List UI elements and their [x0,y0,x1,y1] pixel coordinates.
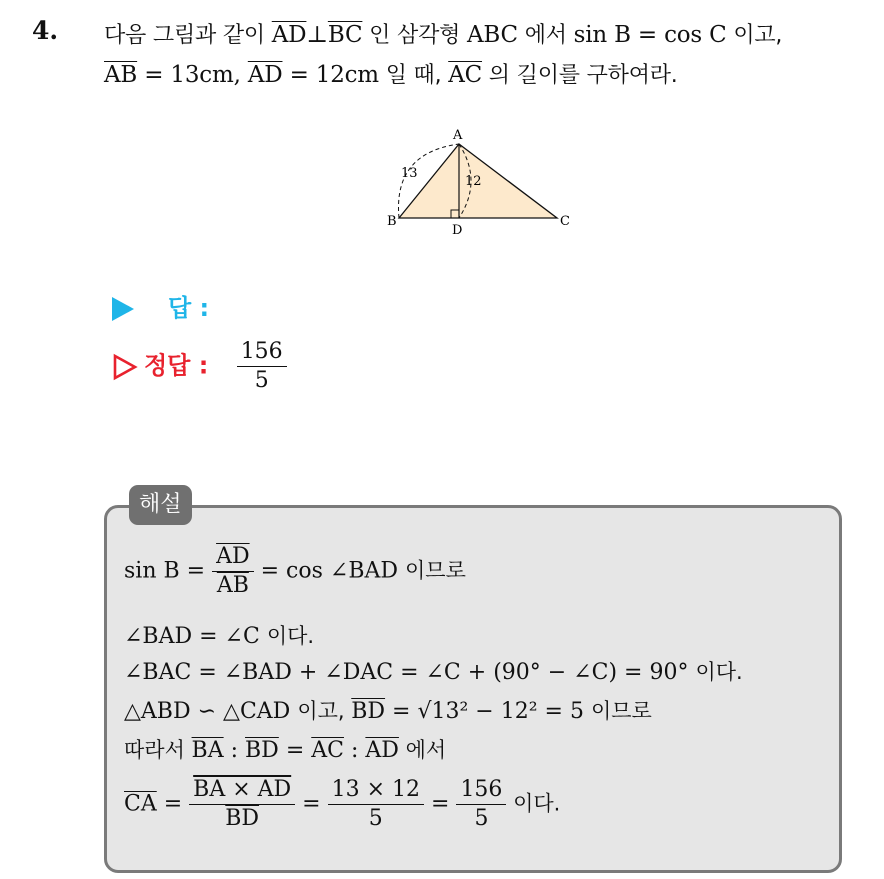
q1-text-2: 인 삼각형 [362,23,467,48]
solution-line-3 [124,656,743,686]
sol5-eq: = [278,738,312,763]
sol5-k2: 에서 [398,738,447,762]
solution-line-6 [124,778,560,831]
outline-arrow-icon [112,353,138,381]
sol6-f3-num: 156 [456,778,506,805]
correct-answer-denominator: 5 [254,368,269,394]
q2-ab-val: = 13cm, [137,62,248,88]
sol5-c1: : [223,738,246,763]
sol1-den: AB [216,573,249,599]
play-arrow-icon [112,297,134,321]
sol6-f1-den: BD [225,806,260,832]
solution-tab: 해설 [129,485,192,525]
q2-ac: $\overline{AC}$ [448,62,483,88]
question-line-2 [104,58,678,89]
q2-text-1: 일 때, [378,63,449,88]
length-ab-label: 13 [401,166,418,181]
q2-ad: $\overline{AD}$ [247,62,283,88]
solution-line-5 [124,734,446,764]
vertex-d-label: D [452,223,463,238]
sol5-c2: : [343,738,366,763]
q1-text-4: 이고, [726,23,783,48]
q2-ad-val: = 12cm [282,62,379,88]
sol1-num: $\overline{AD}$ [212,545,254,572]
sol6-fraction-3 [456,778,506,831]
q1-text-1: 다음 그림과 같이 [104,23,272,48]
answer-label: 답 : [168,294,210,322]
sol4-k2: 이므로 [590,699,652,723]
q1-perp: ⊥ [306,22,328,48]
sol6-f3-den: 5 [474,806,489,832]
q2-ab: $\overline{AB}$ [104,62,138,88]
sol6-korean: 이다. [506,791,561,816]
q1-ad: $\overline{AD}$ [271,22,307,48]
correct-answer-numerator: 156 [237,340,287,367]
sol4-bd: $\overline{BD}$ [351,699,386,724]
answer-row [112,288,209,323]
sol1-rest: = cos ∠BAD [253,558,405,584]
q2-text-2: 의 길이를 구하여라. [482,63,678,88]
sol1-korean: 이므로 [405,558,466,583]
length-ad-label: 12 [465,174,482,189]
sol6-eq3: = [424,791,457,817]
sol1-fraction [212,545,254,598]
q1-text-3: 에서 [517,23,574,48]
vertex-b-label: B [387,214,397,229]
sol4-m2: = √13² − 12² = 5 [385,699,591,724]
correct-answer-fraction [237,340,287,393]
sol6-f2-num: 13 × 12 [328,778,424,805]
solution-line-4 [124,695,652,725]
sol3-korean: 이다. [695,660,743,684]
solution-line-1 [124,545,466,598]
sol5-ac: $\overline{AC}$ [311,738,344,763]
question-line-1 [104,18,782,49]
solution-line-2 [124,620,314,650]
sol6-f2-den: 5 [368,806,383,832]
sol5-k: 따라서 [124,738,192,762]
q1-abc: ABC [466,22,518,48]
sol5-bd: $\overline{BD}$ [245,738,279,763]
sol4-m1: △ABD ∽ △CAD [124,699,298,724]
q1-expr: sin B = cos C [573,22,727,48]
sol2-math: ∠BAD = ∠C [124,624,267,649]
sol1-sinb: sin B = [124,558,213,584]
triangle-figure [385,125,585,240]
sol6-fraction-1 [189,778,295,831]
vertex-a-label: A [453,128,463,143]
sol2-korean: 이다. [266,624,315,648]
sol6-ca: $\overline{CA}$ [124,791,157,817]
correct-answer-row [112,340,287,393]
sol4-k1: 이고, [297,699,352,723]
sol6-f1-num: BA × AD [189,778,295,805]
sol6-eq1: = [156,791,190,817]
question-number: 4. [32,16,59,45]
sol6-eq2: = [295,791,328,817]
sol5-ad: $\overline{AD}$ [365,738,399,763]
sol5-ba: $\overline{BA}$ [191,738,224,763]
vertex-c-label: C [560,214,570,229]
correct-answer-label: 정답 : [144,351,209,380]
sol3-math: ∠BAC = ∠BAD + ∠DAC = ∠C + (90° − ∠C) = 90° [124,660,696,685]
sol6-fraction-2 [328,778,424,831]
q1-bc: $\overline{BC}$ [327,22,363,48]
